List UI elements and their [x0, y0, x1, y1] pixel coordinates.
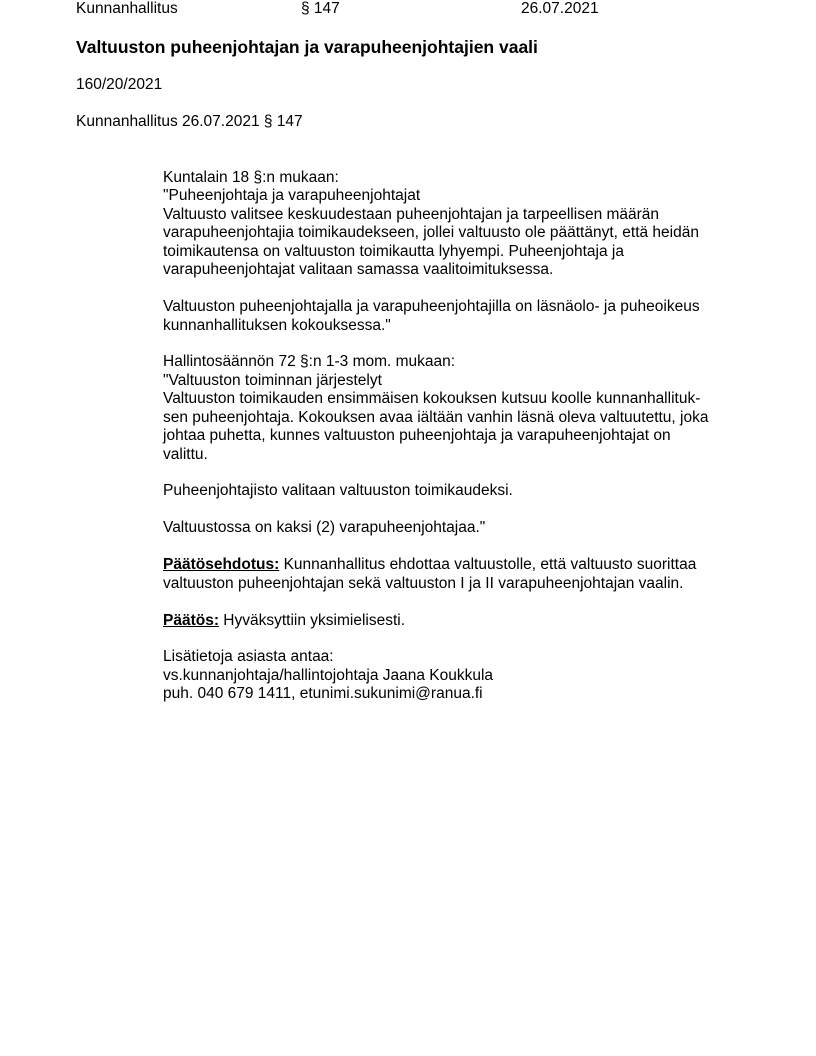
decision-line [163, 612, 708, 630]
proposal-label: Päätösehdotus: [163, 556, 280, 574]
meeting-reference: Kunnanhallitus 26.07.2021 § 147 [76, 113, 303, 130]
document-body [163, 169, 708, 704]
body-line: Hallintosäännön 72 §:n 1-3 mom. mukaan: [163, 353, 456, 371]
body-line: "Puheenjohtaja ja varapuheenjohtajat [163, 187, 421, 205]
body-line: johtaa puhetta, kunnes valtuuston puheenjohtaja ja varapuheenjohtajat on [163, 427, 671, 445]
header-section: § 147 [301, 0, 340, 17]
body-line: Valtuustossa on kaksi (2) varapuheenjohtajaa." [163, 519, 486, 537]
page-title: Valtuuston puheenjohtajan ja varapuheenjohtajien vaali [76, 37, 538, 57]
proposal-text: Kunnanhallitus ehdottaa valtuustolle, että valtuusto suorittaa [279, 556, 697, 574]
decision-label: Päätös: [163, 611, 219, 629]
record-number: 160/20/2021 [76, 76, 163, 93]
header-date: 26.07.2021 [521, 0, 599, 17]
body-line: Valtuuston toimikauden ensimmäisen kokouksen kutsuu koolle kunnanhallituk- [163, 390, 701, 408]
contact-line: vs.kunnanjohtaja/hallintojohtaja Jaana Koukkula [163, 666, 494, 684]
contact-line: Lisätietoja asiasta antaa: [163, 648, 334, 666]
body-line: valittu. [163, 445, 208, 463]
proposal-line [163, 556, 708, 574]
header-body: Kunnanhallitus [76, 0, 178, 17]
contact-line: puh. 040 679 1411, etunimi.sukunimi@ranua.fi [163, 685, 483, 703]
body-line: kunnanhallituksen kokouksessa." [163, 316, 391, 334]
body-line: Valtuusto valitsee keskuudestaan puheenjohtajan ja tarpeellisen määrän [163, 205, 660, 223]
body-line: sen puheenjohtaja. Kokouksen avaa iältään vanhin läsnä oleva valtuutettu, joka [163, 408, 709, 426]
decision-text: Hyväksyttiin yksimielisesti. [219, 611, 406, 629]
body-line: toimikautensa on valtuuston toimikautta lyhyempi. Puheenjohtaja ja [163, 242, 624, 260]
body-line: Kuntalain 18 §:n mukaan: [163, 169, 339, 186]
body-line: "Valtuuston toiminnan järjestelyt [163, 371, 382, 389]
body-line: Valtuuston puheenjohtajalla ja varapuheenjohtajilla on läsnäolo- ja puheoikeus [163, 298, 700, 316]
body-line: Puheenjohtajisto valitaan valtuuston toimikaudeksi. [163, 482, 513, 500]
proposal-line-2: valtuuston puheenjohtajan sekä valtuuston I ja II varapuheenjohtajan vaalin. [163, 574, 684, 592]
body-line: varapuheenjohtajia toimikaudekseen, jollei valtuusto ole päättänyt, että heidän [163, 224, 699, 242]
body-line: varapuheenjohtajat valitaan samassa vaalitoimituksessa. [163, 261, 554, 279]
